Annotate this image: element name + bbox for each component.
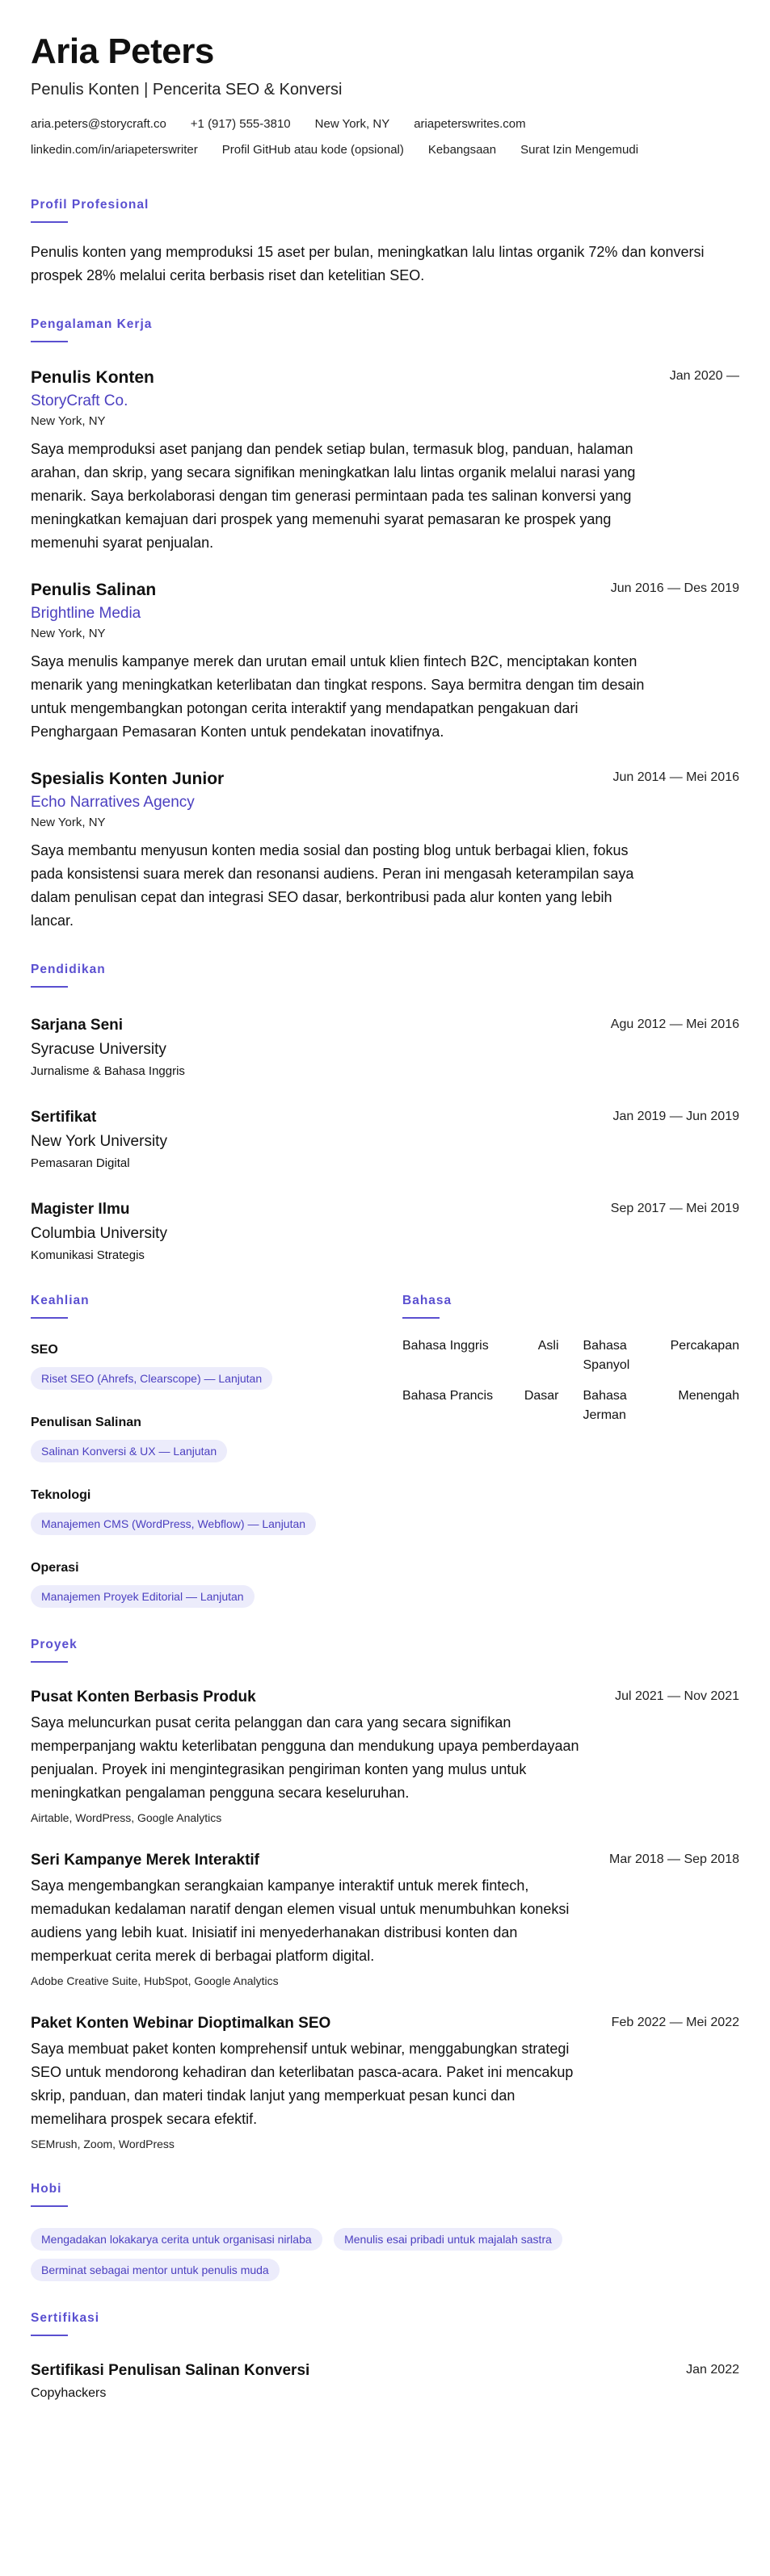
project-title: Paket Konten Webinar Dioptimalkan SEO (31, 2015, 331, 2032)
section-title: Sertifikasi (31, 2311, 100, 2325)
education-dates: Jan 2019 — Jun 2019 (612, 1110, 739, 1123)
projects-section (31, 1637, 739, 2152)
hobby-chip: Menulis esai pribadi untuk majalah sastra (334, 2228, 562, 2251)
section-title: Hobi (31, 2182, 62, 2196)
education-dates: Sep 2017 — Mei 2019 (610, 1202, 739, 1215)
job-entry (31, 367, 739, 555)
job-location: New York, NY (31, 627, 106, 640)
project-entry (31, 1687, 739, 1826)
section-title: Keahlian (31, 1294, 90, 1307)
contact-linkedin[interactable]: linkedin.com/in/ariapeterswriter (31, 143, 198, 157)
section-title: Proyek (31, 1638, 78, 1651)
hobby-chip: Berminat sebagai mentor untuk penulis muda (31, 2259, 280, 2281)
languages-section (402, 1293, 739, 1608)
language-name: Bahasa Prancis (402, 1389, 494, 1403)
education-field: Komunikasi Strategis (31, 1248, 145, 1262)
project-tools: Adobe Creative Suite, HubSpot, Google Analytics (31, 1974, 279, 1987)
contact-email[interactable]: aria.peters@storycraft.co (31, 117, 166, 131)
education-section (31, 962, 739, 1264)
project-tools: SEMrush, Zoom, WordPress (31, 2138, 175, 2150)
language-item (583, 1387, 740, 1425)
project-tools: Airtable, WordPress, Google Analytics (31, 1811, 222, 1824)
project-entry (31, 1850, 739, 1989)
skill-category: SEO (31, 1343, 58, 1357)
job-dates: Jun 2016 — Des 2019 (610, 581, 739, 595)
job-location: New York, NY (31, 816, 106, 829)
language-name: Bahasa Spanyol (583, 1339, 630, 1372)
project-dates: Jul 2021 — Nov 2021 (615, 1689, 739, 1703)
skill-category: Operasi (31, 1561, 79, 1575)
education-field: Jurnalisme & Bahasa Inggris (31, 1064, 185, 1078)
job-dates: Jan 2020 — (669, 369, 739, 383)
language-grid (402, 1336, 739, 1437)
education-entry (31, 1015, 739, 1080)
education-school: Columbia University (31, 1225, 167, 1242)
skill-category: Teknologi (31, 1488, 91, 1502)
skill-category: Penulisan Salinan (31, 1416, 141, 1429)
contact-location: New York, NY (314, 117, 390, 131)
section-divider (31, 2205, 68, 2207)
education-field: Pemasaran Digital (31, 1156, 130, 1170)
education-degree: Sarjana Seni (31, 1017, 124, 1034)
section-title: Bahasa (402, 1294, 452, 1307)
language-level: Dasar (524, 1389, 559, 1403)
job-company[interactable]: Echo Narratives Agency (31, 794, 195, 811)
job-description: Saya memproduksi aset panjang dan pendek setiap bulan, termasuk blog, panduan, halaman arahan, dan skrip, yang secara signifikan meningkatkan lalu lintas organik melalui narasi yang menarik. Saya berkolaborasi dengan tim generasi permintaan pada tes salinan konversi yang meningkatkan kemajuan dari prospek yang memenuhi syarat pemasaran ke prospek yang memenuhi syarat penjualan. (31, 441, 636, 551)
project-title: Pusat Konten Berbasis Produk (31, 1689, 256, 1705)
hobby-list (31, 2220, 661, 2281)
education-degree: Sertifikat (31, 1109, 97, 1126)
language-item (402, 1336, 559, 1375)
section-title: Pengalaman Kerja (31, 317, 153, 331)
skills-section (31, 1293, 402, 1608)
job-location: New York, NY (31, 414, 106, 428)
contact-website[interactable]: ariapeterswrites.com (414, 117, 526, 131)
job-description: Saya menulis kampanye merek dan urutan email untuk klien fintech B2C, menciptakan konten menarik yang meningkatkan keterlibatan dan tingkat respons. Saya bermitra dengan tim desain untuk mengembangkan potongan cerita interaktif yang mendapatkan pengakuan dari Penghargaan Pemasaran Konten untuk pendekatan inovatifnya. (31, 653, 645, 740)
language-item (583, 1336, 740, 1375)
language-name: Bahasa Jerman (583, 1389, 627, 1422)
contact-drivers-license: Surat Izin Mengemudi (520, 143, 639, 157)
job-title: Spesialis Konten Junior (31, 770, 225, 788)
section-divider (31, 221, 68, 223)
skill-chip: Manajemen Proyek Editorial — Lanjutan (31, 1585, 255, 1608)
section-divider (31, 1317, 68, 1319)
education-degree: Magister Ilmu (31, 1201, 130, 1218)
section-divider (31, 341, 68, 342)
section-divider (31, 2335, 68, 2336)
project-dates: Feb 2022 — Mei 2022 (611, 2016, 739, 2029)
profile-summary: Penulis konten yang memproduksi 15 aset per bulan, meningkatkan lalu lintas organik 72% dan konversi prospek 28% melalui cerita berbasis riset dan ketelitian SEO. (31, 244, 705, 283)
job-company[interactable]: StoryCraft Co. (31, 392, 128, 409)
section-title: Pendidikan (31, 963, 106, 976)
section-title: Profil Profesional (31, 198, 149, 212)
language-level: Menengah (678, 1389, 739, 1403)
job-entry (31, 768, 739, 933)
skill-chip: Manajemen CMS (WordPress, Webflow) — Lanjutan (31, 1512, 316, 1535)
job-title: Penulis Salinan (31, 581, 157, 599)
job-title: Penulis Konten (31, 368, 154, 387)
hobbies-section (31, 2181, 739, 2281)
language-level: Asli (537, 1339, 559, 1353)
education-entry (31, 1107, 739, 1172)
job-description: Saya membantu menyusun konten media sosial dan posting blog untuk berbagai klien, fokus pada konsistensi suara merek dan resonansi audiens. Peran ini mengasah keterampilan saya dalam penulisan cepat dan integrasi SEO dasar, berkontribusi pada alur konten yang lebih lancar. (31, 842, 634, 929)
project-description: Saya membuat paket konten komprehensif untuk webinar, menggabungkan strategi SEO untuk mendorong kehadiran dan keterlibatan pasca-acara. Paket ini mencakup skrip, panduan, dan materi tindak lanjut yang memperkuat pesan kunci dan memelihara prospek secara efektif. (31, 2041, 574, 2127)
experience-section (31, 317, 739, 933)
education-school: New York University (31, 1133, 167, 1150)
skill-chip: Salinan Konversi & UX — Lanjutan (31, 1440, 227, 1462)
skills-languages-row (31, 1293, 739, 1608)
contact-nationality: Kebangsaan (427, 143, 497, 157)
section-divider (402, 1317, 440, 1319)
profile-section (31, 197, 739, 287)
contact-phone[interactable]: +1 (917) 555-3810 (190, 117, 291, 131)
section-divider (31, 1661, 68, 1663)
certification-entry (31, 2360, 739, 2402)
headline: Penulis Konten | Pencerita SEO & Konversi (31, 81, 343, 99)
language-name: Bahasa Inggris (402, 1339, 489, 1353)
certifications-section (31, 2310, 739, 2402)
resume-header (31, 31, 739, 168)
contact-list (31, 116, 739, 168)
skill-chip: Riset SEO (Ahrefs, Clearscope) — Lanjutan (31, 1367, 272, 1390)
section-divider (31, 986, 68, 988)
candidate-name: Aria Peters (31, 31, 214, 71)
contact-github[interactable]: Profil GitHub atau kode (opsional) (221, 143, 404, 157)
education-entry (31, 1199, 739, 1264)
certification-date: Jan 2022 (686, 2363, 739, 2377)
project-dates: Mar 2018 — Sep 2018 (609, 1852, 739, 1866)
certification-issuer: Copyhackers (31, 2386, 107, 2400)
hobby-chip: Mengadakan lokakarya cerita untuk organisasi nirlaba (31, 2228, 322, 2251)
education-school: Syracuse University (31, 1041, 166, 1058)
education-dates: Agu 2012 — Mei 2016 (610, 1017, 739, 1031)
language-level: Percakapan (670, 1339, 739, 1353)
project-entry (31, 2013, 739, 2152)
job-dates: Jun 2014 — Mei 2016 (612, 770, 739, 784)
project-description: Saya meluncurkan pusat cerita pelanggan dan cara yang secara signifikan memperpanjang waktu keterlibatan pengguna dan mendukung upaya pemberdayaan penjualan. Proyek ini mengintegrasikan pengiriman konten yang mulus untuk meningkatkan pengalaman pengguna secara keseluruhan. (31, 1714, 579, 1801)
project-description: Saya mengembangkan serangkaian kampanye interaktif untuk merek fintech, memadukan kedalaman naratif dengan elemen visual untuk menumbuhkan koneksi audiens yang lebih kuat. Inisiatif ini menyederhanakan distribusi konten dan memperkuat cerita merek di berbagai platform digital. (31, 1877, 570, 1964)
job-company[interactable]: Brightline Media (31, 605, 141, 622)
job-entry (31, 579, 739, 744)
project-title: Seri Kampanye Merek Interaktif (31, 1852, 260, 1869)
certification-title: Sertifikasi Penulisan Salinan Konversi (31, 2362, 310, 2379)
language-item (402, 1387, 559, 1425)
